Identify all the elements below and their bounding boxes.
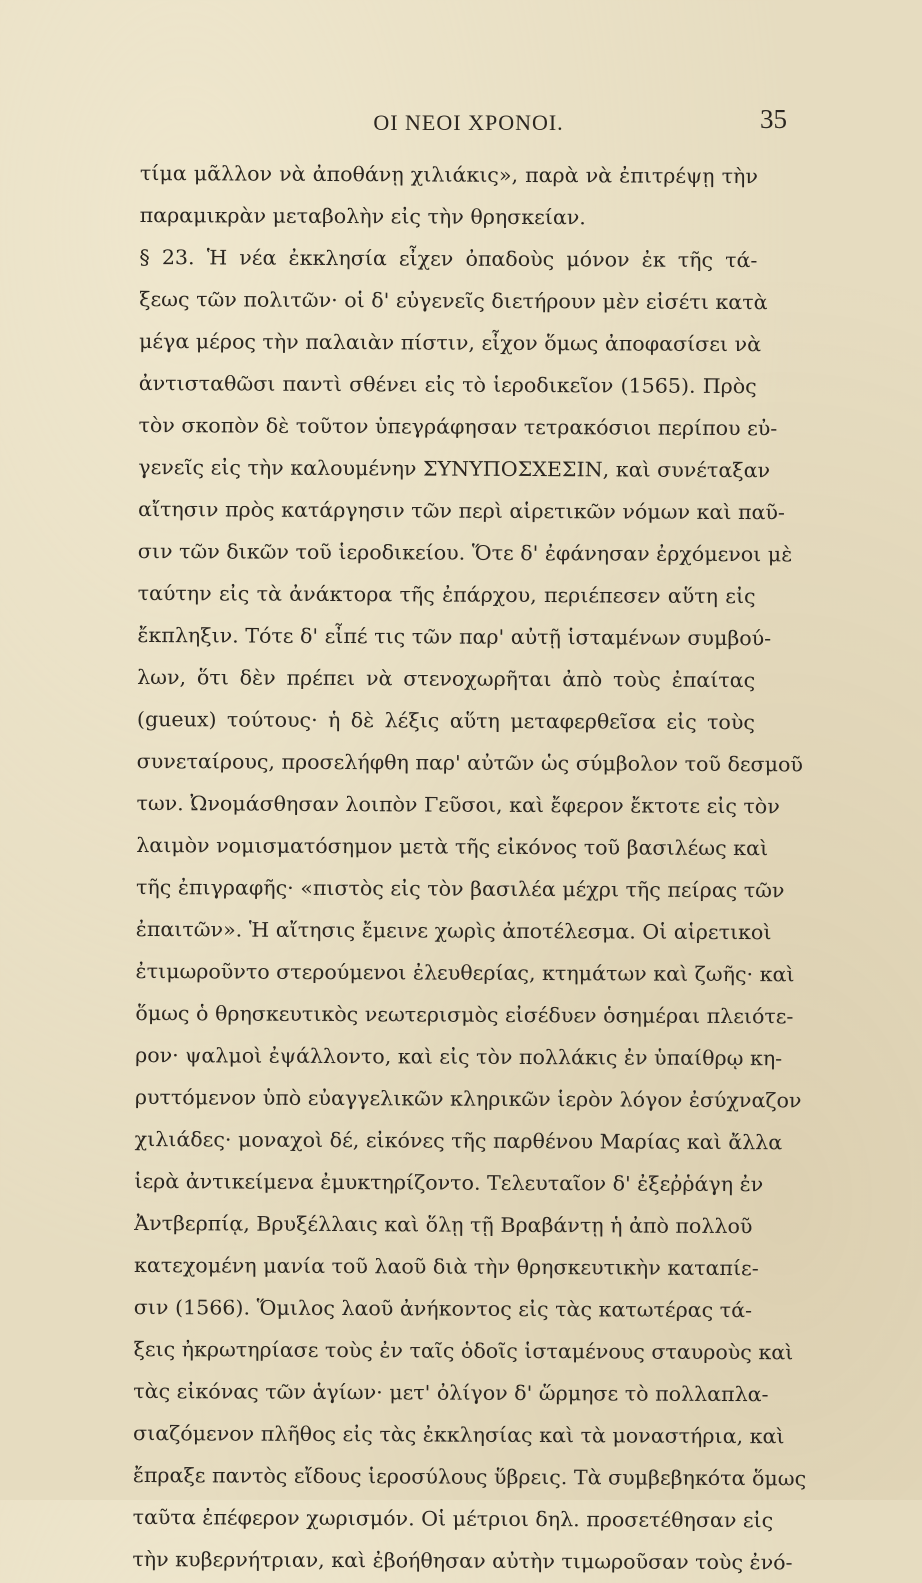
text-line: ἐπαιτῶν». Ἡ αἴτησις ἔμεινε χωρὶς ἀποτέλεσμα. Οἱ αἱρετικοὶ bbox=[135, 916, 772, 945]
text-line: ξεως τῶν πολιτῶν· οἱ δ' εὐγενεῖς διετήρουν μὲν εἰσέτι κατὰ bbox=[139, 286, 768, 315]
text-line: ταύτην εἰς τὰ ἀνάκτορα τῆς ἐπάρχου, περιέπεσεν αὕτη εἰς bbox=[137, 580, 756, 609]
text-line: αἴτησιν πρὸς κατάργησιν τῶν περὶ αἱρετικῶν νόμων καὶ παῦ- bbox=[138, 496, 786, 525]
body-text bbox=[132, 152, 807, 1583]
text-line: συνεταίρους, προσελήφθη παρ' αὐτῶν ὡς σύμβολον τοῦ δεσμοῦ bbox=[136, 748, 804, 777]
text-line: τὰς εἰκόνας τῶν ἁγίων· μετ' ὀλίγον δ' ὥρμησε τὸ πολλαπλα- bbox=[133, 1378, 769, 1407]
text-line: σιν (1566). Ὅμιλος λαοῦ ἀνήκοντος εἰς τὰς κατωτέρας τά- bbox=[133, 1294, 753, 1323]
page-number: 35 bbox=[760, 104, 787, 134]
text-line: γενεῖς εἰς τὴν καλουμένην ΣΥΝΥΠΟΣΧΕΣΙΝ, καὶ συνέταξαν bbox=[138, 454, 771, 483]
text-line: ἐτιμωροῦντο στερούμενοι ἐλευθερίας, κτημάτων καὶ ζωῆς· καὶ bbox=[135, 958, 795, 987]
text-line: τὴν κυβερνήτριαν, καὶ ἐβοήθησαν αὐτὴν τιμωροῦσαν τοὺς ἐνό- bbox=[132, 1546, 793, 1575]
text-line: ἀντισταθῶσι παντὶ σθένει εἰς τὸ ἱεροδικεῖον (1565). Πρὸς bbox=[138, 370, 757, 399]
text-line: μέγα μέρος τὴν παλαιὰν πίστιν, εἶχον ὅμως ἀποφασίσει νὰ bbox=[138, 328, 762, 357]
text-line: παραμικρὰν μεταβολὴν εἰς τὴν θρησκείαν. bbox=[139, 202, 586, 230]
text-line: των. Ὠνομάσθησαν λοιπὸν Γεῦσοι, καὶ ἔφερον ἔκτοτε εἰς τὸν bbox=[136, 790, 780, 819]
text-line: λων, ὅτι δὲν πρέπει νὰ στενοχωρῆται ἀπὸ τοὺς ἐπαίτας bbox=[137, 664, 756, 693]
text-line: ἔπραξε παντὸς εἴδους ἱεροσύλους ὕβρεις. Τὰ συμβεβηκότα ὅμως bbox=[132, 1462, 807, 1491]
text-line: κατεχομένη μανία τοῦ λαοῦ διὰ τὴν θρησκευτικὴν καταπίε- bbox=[133, 1252, 759, 1281]
running-head bbox=[150, 104, 787, 140]
text-line: χιλιάδες· μοναχοὶ δέ, εἰκόνες τῆς παρθένου Μαρίας καὶ ἄλλα bbox=[134, 1126, 783, 1155]
text-line: τῆς ἐπιγραφῆς· «πιστὸς εἰς τὸν βασιλέα μέχρι τῆς πείρας τῶν bbox=[135, 874, 785, 903]
text-line: τὸν σκοπὸν δὲ τοῦτον ὑπεγράφησαν τετρακόσιοι περίπου εὐ- bbox=[138, 412, 778, 441]
text-line: τίμα μᾶλλον νὰ ἀποθάνῃ χιλιάκις», παρὰ νὰ ἐπιτρέψῃ τὴν bbox=[139, 160, 758, 189]
text-line: ἱερὰ ἀντικείμενα ἐμυκτηρίζοντο. Τελευταῖον δ' ἐξεῤῥάγη ἐν bbox=[134, 1168, 764, 1197]
running-title: ΟΙ ΝΕΟΙ ΧΡΟΝΟΙ. bbox=[373, 110, 564, 135]
text-line: ρον· ψαλμοὶ ἐψάλλοντο, καὶ εἰς τὸν πολλάκις ἐν ὑπαίθρῳ κη- bbox=[135, 1042, 783, 1071]
text-line: § 23. Ἡ νέα ἐκκλησία εἶχεν ὀπαδοὺς μόνον ἐκ τῆς τά- bbox=[139, 244, 758, 273]
text-line: ἔκπληξιν. Τότε δ' εἶπέ τις τῶν παρ' αὐτῇ ἱσταμένων συμβού- bbox=[137, 622, 772, 651]
text-line: σιν τῶν δικῶν τοῦ ἱεροδικείου. Ὅτε δ' ἐφάνησαν ἐρχόμενοι μὲ bbox=[137, 538, 793, 567]
text-line: ρυττόμενον ὑπὸ εὐαγγελικῶν κληρικῶν ἱερὸν λόγον ἐσύχναζον bbox=[134, 1084, 802, 1113]
text-line: σιαζόμενον πλῆθος εἰς τὰς ἐκκλησίας καὶ τὰ μοναστήρια, καὶ bbox=[133, 1420, 785, 1449]
text-line: ὅμως ὁ θρησκευτικὸς νεωτερισμὸς εἰσέδυεν ὁσημέραι πλειότε- bbox=[135, 1000, 794, 1029]
text-line: (gueux) τούτους· ἡ δὲ λέξις αὕτη μεταφερθεῖσα εἰς τοὺς bbox=[136, 706, 755, 735]
text-line: λαιμὸν νομισματόσημον μετὰ τῆς εἰκόνος τοῦ βασιλέως καὶ bbox=[136, 832, 769, 861]
text-line: Ἀντβερπίᾳ, Βρυξέλλαις καὶ ὅλῃ τῇ Βραβάντῃ ἡ ἀπὸ πολλοῦ bbox=[134, 1210, 753, 1239]
text-line: ξεις ἠκρωτηρίασε τοὺς ἐν ταῖς ὁδοῖς ἱσταμένους σταυροὺς καὶ bbox=[133, 1336, 794, 1365]
text-line: ταῦτα ἐπέφερον χωρισμόν. Οἱ μέτριοι δηλ. προσετέθησαν εἰς bbox=[132, 1504, 774, 1533]
